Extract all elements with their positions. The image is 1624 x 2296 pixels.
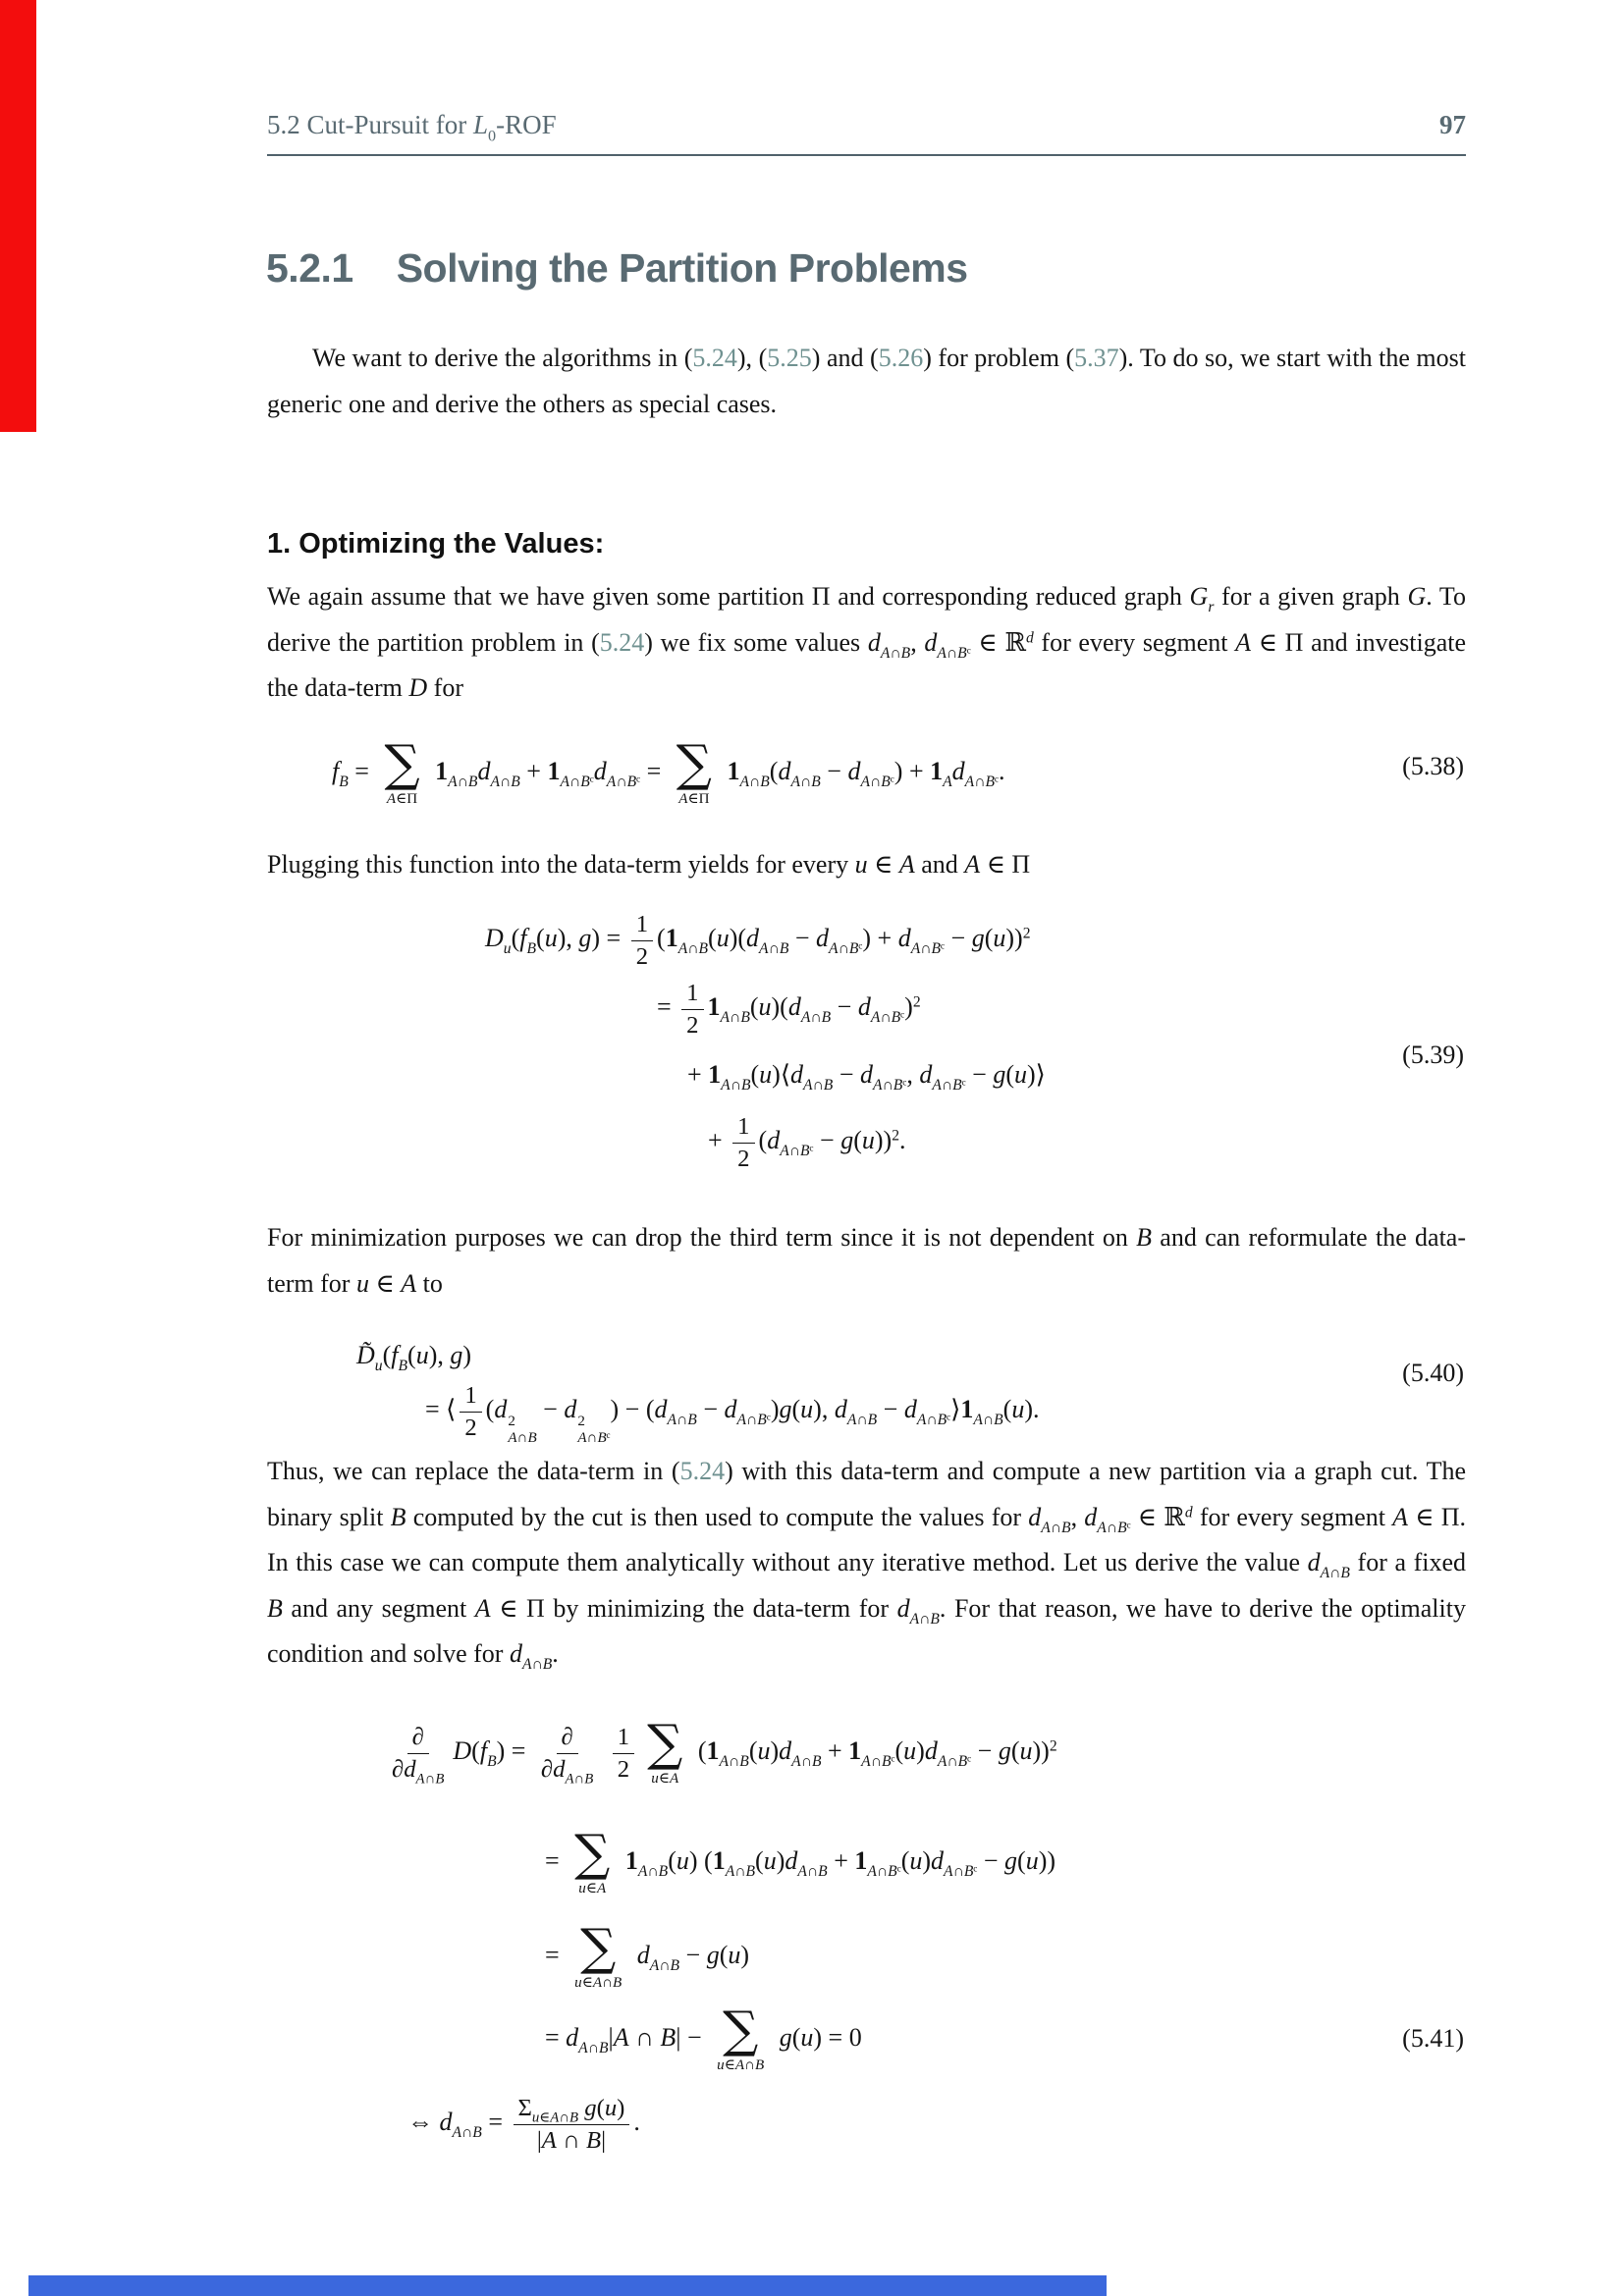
cross-reference-link[interactable]: 5.26 [878,344,924,372]
equation-body: = ∑ u∈A $1_{A\cap B}(u) (1_{A\cap B}(u)d_{A\cap B} + 1_{A\cap Bᶜ}(u)d_{A\cap Bᶜ} - g(u))$ [545,1824,1056,1897]
sum-operator: ∑ u∈A∩B [717,2001,765,2074]
sum-operator: ∑ u∈A [647,1714,683,1788]
equation-body: = ⟨ $\frac{1}{2}$ (d 2 A∩B − d 2 A∩Bᶜ ) − $(d_{A\cap B} - d_{A\cap Bᶜ})g(u)$, $d_{A\cap B}$ − $d_{A\cap Bᶜ}⟩1_{A\cap B}(u)$. [425,1382,1040,1447]
paragraph-values: We again assume that we have given some partition Π and corresponding reduced graph $G_r$ for a given graph G. To derive the partition problem in (5.24) we fix some values $d_{A\cap B}$, $d_{A\cap Bᶜ}$ ∈ ℝ$^d$ for every segment A ∈ Π and investigate the data-term D for [267,582,1466,702]
paragraph-plugging: Plugging this function into the data-term yields for every u ∈ A and A ∈ Π [267,850,1031,879]
equation-body: $f_B$ = ∑ A∈Π $1_{A\cap B}d_{A\cap B} + 1_{A\cap Bᶜ}d_{A\cap Bᶜ}$ = ∑ A∈Π $1_{A\cap B}(d_{A\cap B} - d_{A\cap Bᶜ}) + 1_Ad_{A\cap Bᶜ}$. [332,734,1005,808]
fraction: $\frac{\partial}{\partial d_{A\cap B}}$ [540,1723,594,1788]
sigma-glyph: ∑ [676,734,712,792]
section-title: Solving the Partition Problems [396,245,968,291]
equation-body: $\frac{\partial}{\partial d_{A\cap B}}$ $D(f_B)$ = $\frac{\partial}{\partial d_{A\cap B}}$ $\frac{1}{2}$ ∑ u∈A $(1_{A\cap B}(u)d_{A\cap B} + 1_{A\cap Bᶜ}(u)d_{A\cap Bᶜ} - g(u))^2$ [383,1720,1057,1787]
equation-body: = $\frac{1}{2}$ $1_{A\cap B}(u)(d_{A\cap B} - d_{A\cap Bᶜ})^2$ [657,980,921,1039]
equation-tag: (5.41) [1402,2024,1464,2053]
equation-body: $D_u(f_B(u)$, g) = $\frac{1}{2}$ $(1_{A\cap B}(u)(d_{A\cap B} - d_{A\cap Bᶜ}) + d_{A\cap Bᶜ} - g(u))^2$ [485,911,1031,970]
sigma-glyph: ∑ [580,1918,617,1976]
sup-sub-stack: 2 A∩B [508,1414,537,1447]
paragraph-minimization: For minimization purposes we can drop the third term since it is not dependent on B and can reformulate the data-term for u ∈ A to [267,1223,1466,1298]
equation-tag: (5.39) [1402,1041,1464,1069]
sum-operator: ∑ u∈A [574,1824,611,1897]
header-rule [267,154,1466,156]
running-head-title: 5.2 Cut-Pursuit for $L_0$-ROF [267,110,557,145]
paragraph-thus: Thus, we can replace the data-term in (5.24) with this data-term and compute a new partition via a graph cut. The binary split B computed by the cut is then used to compute the values for $d_{A\cap B}$, $d_{A\cap Bᶜ}$ ∈ ℝ$^d$ for every segment A ∈ Π. In this case we can compute them analytically without any iterative method. Let us derive the value $d_{A\cap B}$ for a fixed B and any segment A ∈ Π by minimizing the data-term for $d_{A\cap B}$. For that reason, we have to derive the optimality condition and solve for $d_{A\cap B}$. [267,1457,1467,1674]
fraction: $\frac{1}{2}$ [613,1724,634,1783]
paragraph-heading-optimizing: 1. Optimizing the Values: [267,528,605,560]
equation-body: $D̃_u(f_B(u)$, g) [356,1341,472,1375]
equation-body: = $d_{A\cap B}|A$ ∩ B| − ∑ u∈A∩B g(u) = 0 [545,2001,862,2074]
equation-body: + $1_{A\cap B}(u)⟨d_{A\cap B} - d_{A\cap Bᶜ}$, $d_{A\cap Bᶜ}$ − g(u)⟩ [687,1060,1046,1095]
page-number: 97 [1439,110,1466,139]
equation-body: + $\frac{1}{2}$ $(d_{A\cap Bᶜ} - g(u))^2$. [708,1113,906,1172]
red-edge-marker [0,0,36,432]
sigma-glyph: ∑ [574,1824,611,1882]
sum-operator: ∑ A∈Π [676,734,712,808]
fraction: $\frac{\partial}{\partial d_{A\cap B}}$ [392,1723,445,1788]
equation-body: = ∑ u∈A∩B $d_{A\cap B} - g(u)$ [545,1918,750,1992]
equation-539 [267,911,1466,1196]
running-head [267,110,1466,145]
fraction: $\frac{1}{2}$ [732,1113,754,1172]
cross-reference-link[interactable]: 5.24 [679,1457,726,1485]
equation-541 [267,1714,1466,2211]
sup-sub-stack: 2 A∩Bᶜ [577,1414,611,1447]
equation-538 [267,728,1466,856]
cross-reference-link[interactable]: 5.24 [599,627,645,657]
blue-edge-marker [28,2275,1107,2296]
sigma-glyph: ∑ [647,1714,683,1772]
cross-reference-link[interactable]: 5.24 [692,344,737,372]
fraction: $\frac{1}{2}$ [681,980,703,1039]
sum-operator: ∑ u∈A∩B [574,1918,623,1992]
section-heading [266,245,968,292]
fraction: $\frac{1}{2}$ [460,1382,481,1441]
equation-540 [267,1331,1466,1449]
sigma-glyph: ∑ [384,734,420,792]
fraction: $\frac{1}{2}$ [631,911,653,970]
paragraph-intro: We want to derive the algorithms in (5.24), (5.25) and (5.26) for problem (5.37). To do so, we start with the most generic one and derive the others as special cases. [267,344,1466,418]
equation-tag: (5.40) [1402,1359,1464,1387]
fraction: $\frac{\Sigma_{u\in A\cap B} g(u)}{|A \cap B|}$ [514,2095,630,2154]
cross-reference-link[interactable]: 5.37 [1074,344,1119,372]
cross-reference-link[interactable]: 5.25 [767,344,812,372]
sigma-glyph: ∑ [723,2001,759,2058]
section-number: 5.2.1 [266,245,353,291]
equation-body: ⇔ $d_{A\cap B}$ = $\frac{\Sigma_{u\in A\cap B} g(u)}{|A \cap B|}$ . [407,2095,640,2154]
equation-tag: (5.38) [1402,752,1464,780]
sum-operator: ∑ A∈Π [384,734,420,808]
